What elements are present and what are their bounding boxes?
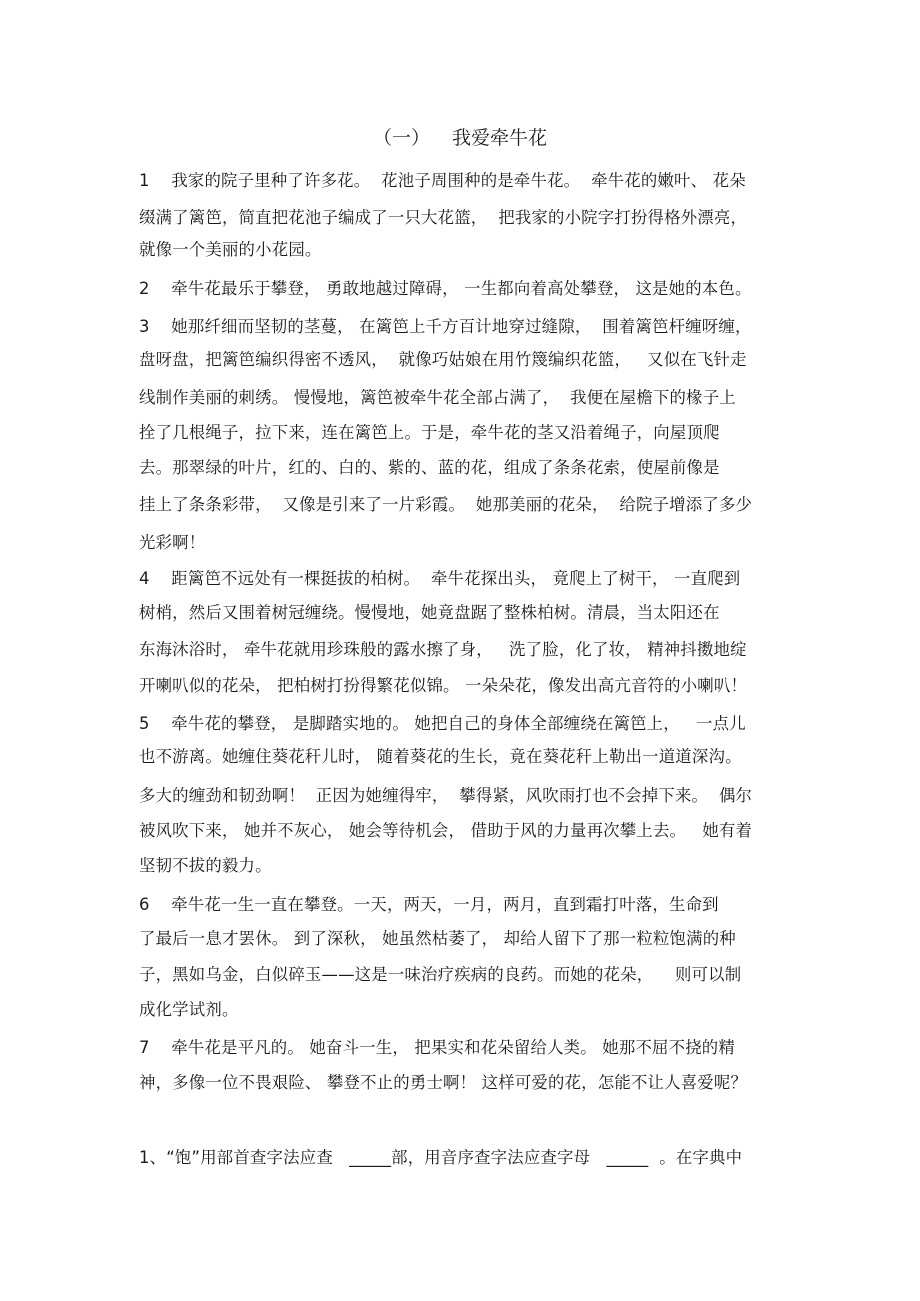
text-line: 缀满了篱笆，简直把花池子编成了一只大花篮， 把我家的小院字打扮得格外漂亮， bbox=[139, 208, 748, 227]
text-line: 2 牵牛花最乐于攀登， 勇敢地越过障碍， 一生都向着高处攀登， 这是她的本色。 bbox=[139, 279, 752, 298]
text-line: 神，多像一位不畏艰险、 攀登不止的勇士啊！ 这样可爱的花，怎能不让人喜爱呢？ bbox=[139, 1073, 748, 1092]
text-line: 成化学试剂。 bbox=[139, 1000, 239, 1019]
text-line: 光彩啊！ bbox=[139, 533, 206, 552]
text-line: 盘呀盘，把篱笆编织得密不透风， 就像巧姑娘在用竹篾编织花篮， 又似在飞针走 bbox=[139, 350, 747, 369]
text-line: 4 距篱笆不远处有一棵挺拔的柏树。 牵牛花探出头， 竟爬上了树干， 一直爬到 bbox=[139, 569, 741, 588]
text-line: 坚韧不拔的毅力。 bbox=[139, 856, 272, 875]
text-line: 线制作美丽的刺绣。 慢慢地，篱笆被牵牛花全部占满了， 我便在屋檐下的椽子上 bbox=[139, 388, 736, 407]
text-line: 树梢，然后又围着树冠缠绕。慢慢地，她竟盘踞了整株柏树。清晨，当太阳还在 bbox=[139, 603, 720, 622]
text-line: 去。那翠绿的叶片，红的、白的、紫的、蓝的花，组成了条条花索，使屋前像是 bbox=[139, 458, 720, 477]
text-line: 1 我家的院子里种了许多花。 花池子周围种的是牵牛花。 牵牛花的嫩叶、 花朵 bbox=[139, 171, 746, 190]
text-line: 了最后一息才罢休。 到了深秋， 她虽然枯萎了， 却给人留下了那一粒粒饱满的种 bbox=[139, 929, 736, 948]
passage-number: （一） bbox=[372, 127, 430, 149]
text-line: 多大的缠劲和韧劲啊！ 正因为她缠得牢， 攀得紧，风吹雨打也不会掉下来。 偶尔 bbox=[139, 786, 753, 805]
text-line: 拴了几根绳子，拉下来，连在篱笆上。于是，牵牛花的茎又沿着绳子，向屋顶爬 bbox=[139, 423, 720, 442]
passage-title bbox=[0, 124, 920, 152]
text-line: 6 牵牛花一生一直在攀登。一天，两天，一月，两月，直到霜打叶落，生命到 bbox=[139, 895, 719, 914]
text-line: 子，黑如乌金，白似碎玉——这是一味治疗疾病的良药。而她的花朵， 则可以制 bbox=[139, 965, 742, 984]
text-line: 就像一个美丽的小花园。 bbox=[139, 240, 322, 259]
text-line: 7 牵牛花是平凡的。 她奋斗一生， 把果实和花朵留给人类。 她那不屈不挠的精 bbox=[139, 1038, 735, 1057]
text-line: 东海沐浴时， 牵牛花就用珍珠般的露水擦了身， 洗了脸，化了妆， 精神抖擞地绽 bbox=[139, 640, 747, 659]
text-line: 开喇叭似的花朵， 把柏树打扮得繁花似锦。 一朵朵花，像发出高亢音符的小喇叭！ bbox=[139, 676, 748, 695]
text-line: 也不游离。她缠住葵花秆儿时， 随着葵花的生长，竟在葵花秆上勒出一道道深沟。 bbox=[139, 747, 742, 766]
text-line: 挂上了条条彩带， 又像是引来了一片彩霞。 她那美丽的花朵， 给院子增添了多少 bbox=[139, 495, 753, 514]
question-line: 1、“饱”用部首查字法应查 _____部，用音序查字法应查字母 _____ 。在字典中 bbox=[139, 1148, 743, 1167]
text-line: 5 牵牛花的攀登， 是脚踏实地的。 她把自己的身体全部缠绕在篱笆上， 一点儿 bbox=[139, 714, 746, 733]
text-line: 被风吹下来， 她并不灰心， 她会等待机会， 借助于风的力量再次攀上去。 她有着 bbox=[139, 821, 753, 840]
text-line: 3 她那纤细而坚韧的茎蔓， 在篱笆上千方百计地穿过缝隙， 围着篱笆杆缠呀缠， bbox=[139, 317, 752, 336]
passage-title-text: 我爱牵牛花 bbox=[452, 127, 548, 149]
